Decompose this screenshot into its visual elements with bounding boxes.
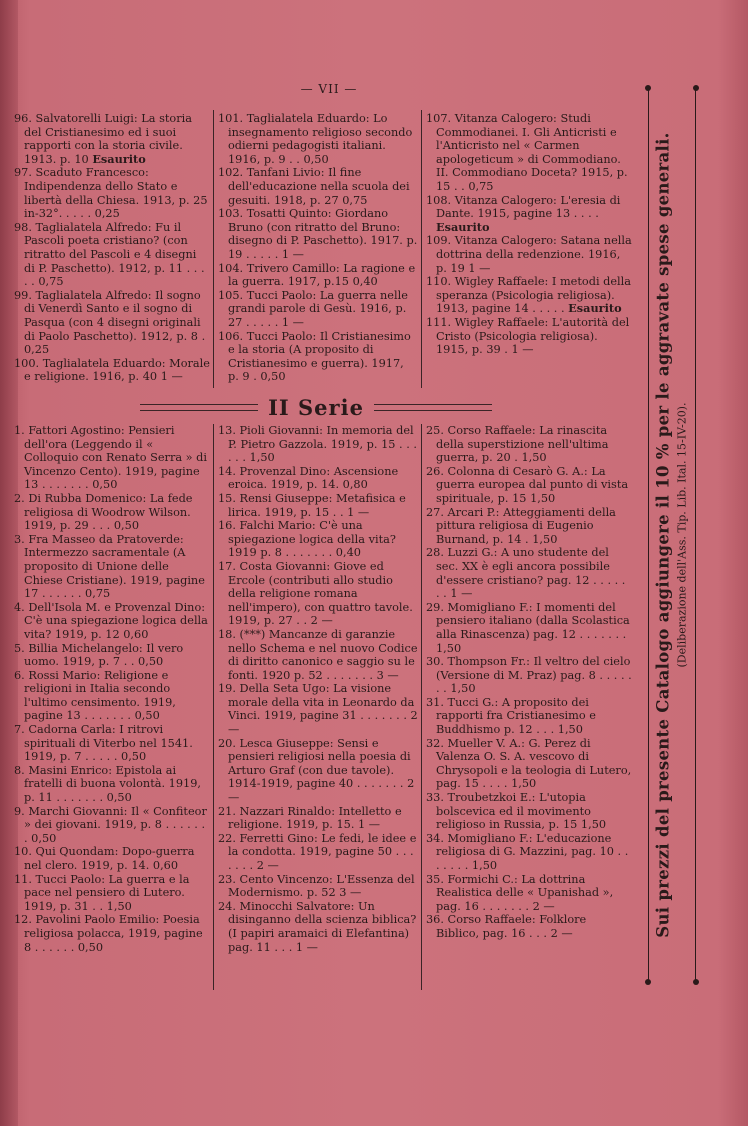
corner-dot [645, 85, 651, 91]
catalog-entry [218, 112, 418, 166]
entry-text: 104. Trivero Camillo: La ragione e la guerra. 1917, p.15 0,40 [218, 261, 416, 289]
catalog-entry [14, 357, 210, 384]
corner-dot [693, 979, 699, 985]
entry-text: 106. Tucci Paolo: Il Cristianesimo e la storia (A proposito di Cristianesimo e guerra). 1917, p. 9 . 0,50 [218, 329, 411, 384]
entry-text: 111. Wigley Raffaele: L'autorità del Cristo (Psicologia religiosa). 1915, p. 39 . 1 — [426, 315, 630, 357]
column-divider [213, 424, 214, 990]
price-notice-rotated [654, 132, 689, 937]
status-out-of-print: Esaurito [436, 219, 490, 234]
heading-rule-right [374, 404, 492, 411]
catalog-entry: 10. Qui Quondam: Dopo-guerra nel clero. 1919, p. 14. 0,60 [14, 845, 195, 872]
series-heading [140, 392, 492, 422]
catalog-entry: 34. Momigliano F.: L'educazione religiosa di G. Mazzini, pag. 10 . . . . . . . 1,50 [426, 831, 629, 872]
catalog-entry: 7. Cadorna Carla: I ritrovi spirituali di Viterbo nel 1541. 1919, p. 7 . . . . . 0,50 [14, 723, 193, 764]
entry-text: 103. Tosatti Quinto: Giordano Bruno (con ritratto del Bruno: disegno di P. Paschetto). 1917. p. 19 . . . . . 1 — [218, 207, 418, 261]
series1-column-3 [426, 112, 632, 357]
catalog-entry: 11. Tucci Paolo: La guerra e la pace nel pensiero di Lutero. 1919, p. 31 . . 1,50 [14, 872, 190, 913]
catalog-entry: 29. Momigliano F.: I momenti del pensiero italiano (dalla Scolastica alla Rinascenza) pag. 12 . . . . . . . 1,50 [426, 600, 630, 655]
entry-text: 107. Vitanza Calogero: Studi Commodianei. I. Gli Anticristi e l'Anticristo nel « Carmen apologeticum » di Commodiano. II. Commodiano Doceta? 1915, p. 15 . . 0,75 [426, 112, 628, 193]
entry-text: 99. Taglialatela Alfredo: Il sogno di Venerdì Santo e il sogno di Pasqua (con 4 disegni originali di Paolo Paschetto). 1912, p. 8 . 0,25 [14, 288, 206, 357]
status-out-of-print: Esaurito [568, 301, 622, 316]
series1-column-1 [14, 112, 210, 384]
catalog-entry [218, 262, 418, 289]
catalog-entry [14, 166, 210, 220]
catalog-entry [426, 316, 632, 357]
catalog-entry: 4. Dell'Isola M. e Provenzal Dino: C'è una spiegazione logica della vita? 1919, p. 12 0,60 [14, 600, 208, 641]
catalog-entry: 13. Pioli Giovanni: In memoria del P. Pietro Gazzola. 1919, p. 15 . . . . . . 1,50 [218, 424, 417, 465]
series2-column-1 [14, 424, 210, 954]
entry-text: 97. Scaduto Francesco: Indipendenza dello Stato e libertà della Chiesa. 1913, p. 25 in-32°. . . . . 0,25 [14, 166, 208, 221]
catalog-entry: 23. Cento Vincenzo: L'Essenza del Modernismo. p. 52 3 — [218, 872, 415, 900]
catalog-entry [218, 330, 418, 384]
catalog-entry [14, 112, 210, 166]
catalog-entry: 8. Masini Enrico: Epistola ai fratelli di buona volontà. 1919, p. 11 . . . . . . . 0,50 [14, 763, 201, 805]
catalog-entry: 31. Tucci G.: A proposito dei rapporti fra Cristianesimo e Buddhismo p. 12 . . . 1,50 [426, 695, 596, 737]
entry-text: 109. Vitanza Calogero: Satana nella dottrina della redenzione. 1916, p. 19 1 — [426, 234, 632, 275]
entry-text: 102. Tanfani Livio: Il fine dell'educazione nella scuola dei gesuiti. 1918, p. 27 0,75 [218, 166, 410, 207]
catalog-entry: 19. Della Seta Ugo: La visione morale della vita in Leonardo da Vinci. 1919, pagine 31 . . . . . . . 2 — [218, 682, 418, 737]
catalog-entry: 26. Colonna di Cesarò G. A.: La guerra europea dal punto di vista spirituale, p. 15 1,50 [426, 464, 629, 505]
catalog-entry: 14. Provenzal Dino: Ascensione eroica. 1919, p. 14. 0,80 [218, 464, 399, 492]
catalog-entry [218, 207, 418, 261]
catalog-entry: 32. Mueller V. A.: G. Perez di Valenza O. S. A. vescovo di Chrysopoli e la teologia di Lutero, pag. 15 . . . . 1,50 [426, 736, 632, 791]
entry-text: 101. Taglialatela Eduardo: Lo insegnamento religioso secondo odierni pedagogisti italiani. 1916, p. 9 . . 0,50 [218, 112, 413, 166]
catalog-entry: 30. Thompson Fr.: Il veltro del cielo (Versione di M. Praz) pag. 8 . . . . . . . 1,50 [426, 655, 632, 696]
catalog-entry [426, 194, 632, 235]
catalog-entry: 1. Fattori Agostino: Pensieri dell'ora (Leggendo il « Colloquio con Renato Serra » di Vincenzo Cento). 1919, pagine 13 . . . . . . . 0,50 [14, 424, 208, 492]
catalog-entry: 24. Minocchi Salvatore: Un disinganno della scienza biblica? (I papiri aramaici di Elefantina) pag. 11 . . . 1 — [218, 899, 417, 954]
catalog-entry [14, 289, 210, 357]
catalog-entry [426, 112, 632, 194]
catalog-entry [14, 221, 210, 289]
price-notice-sub: (Deliberazione dell'Ass. Tip. Lib. Ital. 15-IV-20). [675, 402, 689, 668]
catalog-entry [426, 234, 632, 275]
catalog-entry: 15. Rensi Giuseppe: Metafisica e lirica. 1919, p. 15 . . 1 — [218, 491, 406, 519]
page-number: — VII — [300, 82, 358, 96]
catalog-entry: 3. Fra Masseo da Pratoverde: Intermezzo sacramentale (A proposito di Unione delle Chiese Cristiane). 1919, pagine 17 . . . . . . 0,75 [14, 532, 205, 601]
column-divider [213, 110, 214, 388]
column-divider [421, 110, 422, 388]
entry-text: 105. Tucci Paolo: La guerra nelle grandi parole di Gesù. 1916, p. 27 . . . . . 1 — [218, 288, 408, 329]
catalog-entry: 36. Corso Raffaele: Folklore Biblico, pag. 16 . . . 2 — [426, 913, 587, 940]
catalog-entry: 5. Billia Michelangelo: Il vero uomo. 1919, p. 7 . . 0,50 [14, 641, 184, 669]
catalog-entry: 20. Lesca Giuseppe: Sensi e pensieri religiosi nella poesia di Arturo Graf (con due tavole). 1914-1919, pagine 40 . . . . . . . 2 — [218, 736, 415, 805]
catalog-entry: 33. Troubetzkoi E.: L'utopia bolscevica ed il movimento religioso in Russia, p. 15 1,50 [426, 791, 607, 832]
corner-dot [693, 85, 699, 91]
price-notice-main: Sui prezzi del presente Catalogo aggiungere il 10 % per le aggravate spese generali. [653, 132, 673, 938]
catalog-entry: 12. Pavolini Paolo Emilio: Poesia religiosa polacca, 1919, pagine 8 . . . . . . 0,50 [14, 913, 203, 954]
catalog-entry [426, 275, 632, 316]
column-divider [421, 424, 422, 990]
entry-text: 108. Vitanza Calogero: L'eresia di Dante. 1915, pagine 13 . . . . [426, 193, 621, 221]
entry-text: 100. Taglialatela Eduardo: Morale e religione. 1916, p. 40 1 — [14, 356, 210, 384]
heading-rule-left [140, 404, 258, 411]
catalog-entry: 27. Arcari P.: Atteggiamenti della pittura religiosa di Eugenio Burnand, p. 14 . 1,50 [426, 505, 616, 546]
series2-column-3 [426, 424, 632, 941]
series1-column-2 [218, 112, 418, 384]
catalog-entry: 28. Luzzi G.: A uno studente del sec. XX è egli ancora possibile d'essere cristiano? pag. 12 . . . . . . . 1 — [426, 546, 626, 601]
catalog-entry: 18. (***) Mancanze di garanzie nello Schema e nel nuovo Codice di diritto canonico e saggio su le fonti. 1920 p. 52 . . . . . . . 3 — [218, 627, 418, 682]
catalog-entry [218, 166, 418, 207]
series-title: II Serie [268, 394, 364, 420]
catalog-entry: 9. Marchi Giovanni: Il « Confiteor » dei giovani. 1919, p. 8 . . . . . . . 0,50 [14, 804, 207, 845]
catalog-entry: 17. Costa Giovanni: Giove ed Ercole (contributi allo studio della religione romana nell'impero), con quattro tavole. 1919, p. 27 . . 2 — [218, 559, 413, 628]
status-out-of-print: Esaurito [92, 151, 146, 166]
catalog-entry: 16. Falchi Mario: C'è una spiegazione logica della vita? 1919 p. 8 . . . . . . . 0,40 [218, 519, 396, 560]
catalog-entry: 22. Ferretti Gino: Le fedi, le idee e la condotta. 1919, pagine 50 . . . . . . . 2 — [218, 831, 417, 872]
catalog-entry [218, 289, 418, 330]
catalog-entry: 25. Corso Raffaele: La rinascita della superstizione nell'ultima guerra, p. 20 . 1,50 [426, 424, 609, 465]
catalog-entry: 35. Formichi C.: La dottrina Realistica delle « Upanishad », pag. 16 . . . . . . . 2 — [426, 872, 614, 913]
catalog-entry: 6. Rossi Mario: Religione e religioni in Italia secondo l'ultimo censimento. 1919, pagine 13 . . . . . . . 0,50 [14, 668, 176, 723]
entry-text: 110. Wigley Raffaele: I metodi della speranza (Psicologia religiosa). 1913, pagine 14 . . . . . [426, 275, 632, 316]
series2-column-2 [218, 424, 418, 954]
entry-text: 96. Salvatorelli Luigi: La storia del Cristianesimo ed i suoi rapporti con la storia civile. 1913. p. 10 [14, 112, 192, 166]
entry-text: 98. Taglialatela Alfredo: Fu il Pascoli poeta cristiano? (con ritratto del Pascoli e 4 disegni di P. Paschetto). 1912, p. 11 . . . . . 0,75 [14, 220, 205, 289]
catalog-entry: 21. Nazzari Rinaldo: Intelletto e religione. 1919, p. 15. 1 — [218, 804, 402, 832]
corner-dot [645, 979, 651, 985]
catalog-entry: 2. Di Rubba Domenico: La fede religiosa di Woodrow Wilson. 1919, p. 29 . . . 0,50 [14, 491, 193, 533]
